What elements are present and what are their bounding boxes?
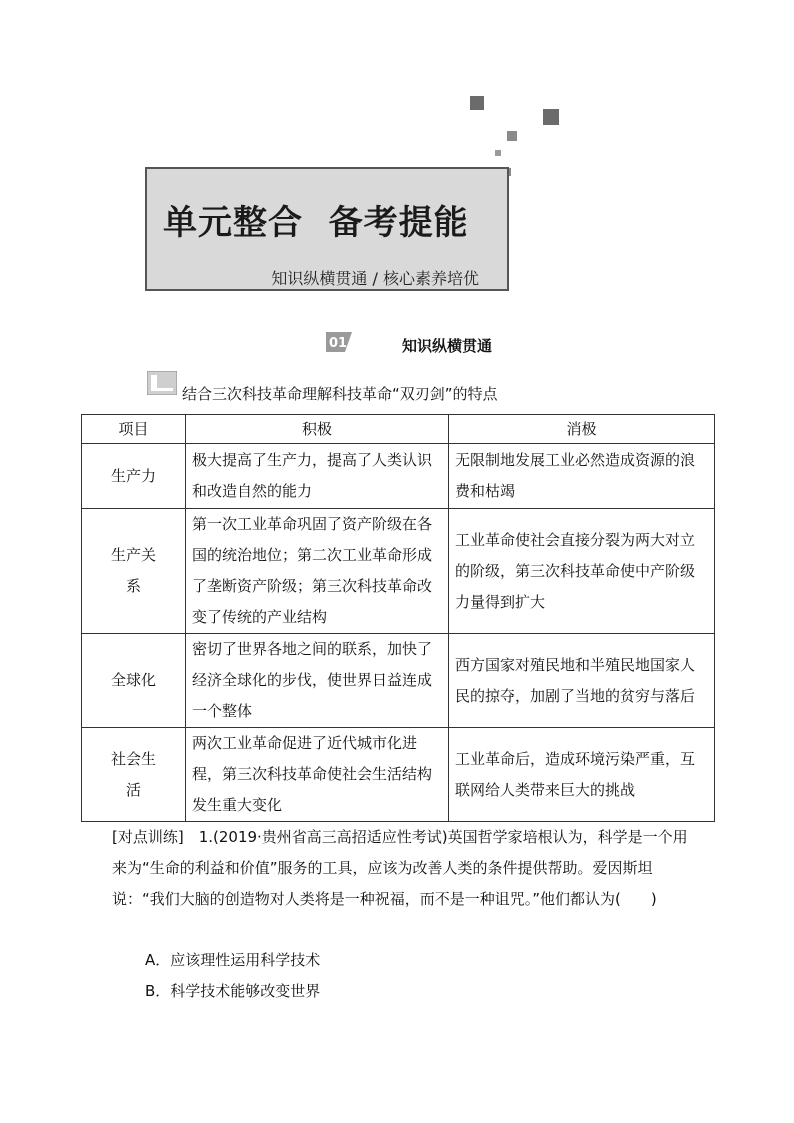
row-item: 社会生活 — [82, 728, 186, 822]
decor-square — [470, 96, 484, 110]
header-item: 项目 — [82, 415, 186, 444]
table-row — [82, 444, 715, 509]
row-positive: 极大提高了生产力，提高了人类认识和改造自然的能力 — [186, 444, 449, 509]
comparison-table — [81, 414, 715, 822]
row-negative: 工业革命后，造成环境污染严重，互联网给人类带来巨大的挑战 — [449, 728, 715, 822]
row-negative: 无限制地发展工业必然造成资源的浪费和枯竭 — [449, 444, 715, 509]
section-title: 知识纵横贯通 — [402, 337, 493, 355]
topic-title: 结合三次科技革命理解科技革命“双刃剑”的特点 — [182, 385, 498, 403]
banner-subtitle: 知识纵横贯通 / 核心素养培优 — [271, 269, 479, 288]
unit-banner — [145, 167, 509, 291]
decor-square — [495, 150, 501, 156]
table-row — [82, 509, 715, 634]
banner-title: 单元整合 备考提能 — [163, 203, 469, 243]
header-negative: 消极 — [449, 415, 715, 444]
table-row — [82, 728, 715, 822]
row-negative: 工业革命使社会直接分裂为两大对立的阶级，第三次科技革命使中产阶级力量得到扩大 — [449, 509, 715, 634]
row-positive: 密切了世界各地之间的联系，加快了经济全球化的步伐，使世界日益连成一个整体 — [186, 634, 449, 728]
header-positive: 积极 — [186, 415, 449, 444]
table-row — [82, 634, 715, 728]
section-number-badge — [326, 332, 352, 352]
practice-question — [112, 822, 692, 915]
row-item: 生产力 — [82, 444, 186, 509]
row-item: 生产关系 — [82, 509, 186, 634]
row-item: 全球化 — [82, 634, 186, 728]
option-b: B．科学技术能够改变世界 — [145, 982, 321, 1000]
bookmark-icon — [147, 371, 177, 395]
option-a: A．应该理性运用科学技术 — [145, 951, 321, 969]
row-positive: 第一次工业革命巩固了资产阶级在各国的统治地位；第二次工业革命形成了垄断资产阶级；第三次科技革命改变了传统的产业结构 — [186, 509, 449, 634]
row-positive: 两次工业革命促进了近代城市化进程，第三次科技革命使社会生活结构发生重大变化 — [186, 728, 449, 822]
decor-square — [543, 109, 559, 125]
question-text: [对点训练] 1.(2019·贵州省高三高招适应性考试)英国哲学家培根认为，科学是一个用来为“生命的利益和价值”服务的工具，应该为改善人类的条件提供帮助。爱因斯坦说：“我们大脑的创造物对人类将是一种祝福，而不是一种诅咒。”他们都认为( ) — [112, 828, 688, 908]
section-number: 01 — [329, 336, 348, 351]
decor-square — [507, 131, 517, 141]
row-negative: 西方国家对殖民地和半殖民地国家人民的掠夺，加剧了当地的贫穷与落后 — [449, 634, 715, 728]
